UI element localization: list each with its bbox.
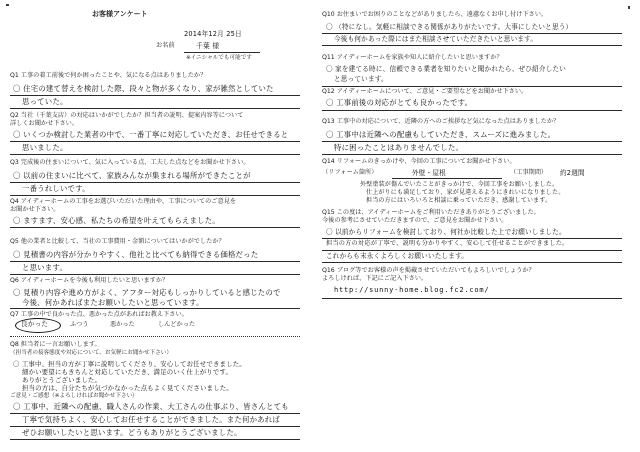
q8-answer: 担当の方は、自分たちが気づかなかった点もよく見てくださいました。 xyxy=(22,384,233,392)
q3-answer: 一番うれしいです。 xyxy=(22,184,90,193)
q15-answer: これからも末永くよろしくお願いいたします。 xyxy=(326,252,469,260)
q2-question: Q2 当社（千葉支店）の対応はいかがでしたか？担当者の説明、提案内容等について xyxy=(10,112,244,119)
q15-answer: 担当の方の対応が丁寧で、説明も分かりやすく、安心して任せることができました。 xyxy=(326,240,569,247)
q10-question: Q10 お住まいでお困りのことなどがありましたら、遠慮なくお申し付け下さい。 xyxy=(322,11,548,18)
q14-question: Q14 リフォームのきっかけや、今回の工事についてお聞かせ下さい。 xyxy=(322,158,516,165)
answer-line xyxy=(322,141,622,142)
q3-question: Q3 完成後の住まいについて、気に入っている点、工夫した点などをお聞かせ下さい。 xyxy=(10,159,250,166)
answer-line xyxy=(10,413,300,414)
q5-answer: と思います。 xyxy=(22,263,67,272)
answer-line xyxy=(10,439,300,440)
q2-answer: 思いました。 xyxy=(22,143,68,152)
q7-choice-selected: 良かった xyxy=(21,320,49,328)
answer-line xyxy=(10,154,300,155)
blog-url: http://sunny-home.blog.fc2.com/ xyxy=(334,286,490,294)
answer-line xyxy=(322,250,622,251)
q1-answer: 思っていた。 xyxy=(22,97,68,106)
q3-answer: 〇 以前の住まいに比べて、家族みんなが集まれる場所ができたことが xyxy=(13,171,251,180)
section-divider xyxy=(10,336,300,337)
name-note: ※イニシャルでも可能です xyxy=(186,55,252,61)
q10-answer: 今後も何かあった際にはまた相談させていただきたいと思います。 xyxy=(334,35,538,43)
survey-title: お客様アンケート xyxy=(92,10,148,18)
answer-line xyxy=(322,33,622,34)
q7-choice: ふつう xyxy=(70,321,89,328)
q7-question: Q7 工事の中で良かった点、悪かった点があればお教え下さい。 xyxy=(10,311,188,318)
q13-answer: 特に困ったことはありませんでした。 xyxy=(334,143,464,152)
answer-line xyxy=(322,262,622,263)
q8-answer: ありがとうございました。 xyxy=(22,376,102,384)
answer-line xyxy=(322,45,622,46)
q7-choice: 悪かった xyxy=(110,321,135,328)
q8-answer: 細かい要望にもきちんと対応していただき、満足のいく仕上がりです。 xyxy=(22,368,233,376)
q14-label: （工事期間） xyxy=(510,169,548,176)
q4-question: Q4 アイディーホームの工事をお選びいただいた理由や、工事についてのご意見を xyxy=(10,198,237,205)
name-value: 千葉 様 xyxy=(196,42,220,50)
q10-answer: 〇 （特になし。気軽に相談できる関係がありがたいです。大事にしたいと思う） xyxy=(326,23,573,31)
q14-answer: 仕上がりにも満足しており、家が見違えるようにきれいになりました。 xyxy=(366,189,565,196)
answer-line xyxy=(322,298,622,299)
q9-answer: 丁寧で気持ちよく、安心してお任せすることができました。また何かあれば xyxy=(22,415,280,424)
q9-question: ご意見・ご感想（※よろしければお聞かせ下さい） xyxy=(10,393,138,399)
q1-question: Q1 工事の着工前後で何か困ったことや、気になる点はありましたか？ xyxy=(10,72,207,79)
q15-question: Q15 この度は、アイディーホームをご利用いただきありがとうございました。 xyxy=(322,209,540,216)
q6-question: Q6 アイディーホームを今後も利用したいと思いますか？ xyxy=(10,277,169,284)
answer-line xyxy=(10,261,300,262)
answer-line xyxy=(10,274,300,275)
name-label: お名前 xyxy=(156,42,175,49)
answer-line xyxy=(10,227,300,228)
name-underline xyxy=(184,52,260,53)
survey-date: 2014年12月 25日 xyxy=(184,30,242,38)
answer-line xyxy=(322,86,622,87)
q14-value: 約2週間 xyxy=(560,169,585,177)
q13-question: Q13 工事中の対応について、近隣の方へのご挨拶など気になった点はありましたか？ xyxy=(322,118,560,125)
q4-answer: 〇 ますます、安心感、私たちの希望を叶えてもらえました。 xyxy=(13,216,220,225)
answer-line xyxy=(10,95,300,96)
q9-answer: ぜひお願いしたいと思います。どうもありがとうございました。 xyxy=(22,428,242,437)
q14-value: 外壁・屋根 xyxy=(412,169,446,177)
q11-question: Q11 アイディーホームを家族や知人に紹介したいと思いますか？ xyxy=(322,54,503,61)
answer-line xyxy=(322,238,622,239)
q8-question: Q8 担当者に一言お願いします。 xyxy=(10,341,101,348)
q16-question: よろしければ、下記にご記入下さい。 xyxy=(322,275,428,282)
answer-line xyxy=(10,182,300,183)
answer-line xyxy=(10,308,300,309)
q15-question: 今後の参考にさせていただきますので、ご意見をお聞かせ下さい。 xyxy=(322,217,508,224)
q7-choice: しんどかった xyxy=(158,321,196,328)
q2-answer: 〇 いくつか検討した業者の中で、一番丁寧に対応していただき、お任せできると xyxy=(13,130,289,139)
q14-answer: 外壁塗装が傷んでいたことがきっかけで、今回工事をお願いしました。 xyxy=(360,181,559,188)
q12-question: Q12 アイディーホームについて、ご意見・ご要望などをお聞かせ下さい。 xyxy=(322,88,528,95)
q11-answer: 〇 家を建てる時に、信頼できる業者を知りたいと聞かれたら、ぜひ紹介したい xyxy=(326,65,567,73)
answer-line xyxy=(10,426,300,427)
q11-answer: と思っています。 xyxy=(334,75,388,83)
scan-mark xyxy=(6,4,9,6)
answer-line xyxy=(322,154,622,155)
q15-answer: 〇 以前からリフォームを検討しており、何社か比較した上でお願いしました。 xyxy=(326,228,566,236)
q16-question: Q16 ブログ等でお客様の声を掲載させていただいてもよろしいでしょうか？ xyxy=(322,267,535,274)
q4-question: お聞かせ下さい。 xyxy=(10,206,60,213)
scan-mark xyxy=(628,6,630,9)
q9-answer: 〇 工事中、近隣への配慮、職人さんの作業、大工さんの仕事ぶり、皆さんとても xyxy=(13,402,289,411)
answer-line xyxy=(10,141,300,142)
q12-answer: 〇 工事前後の対応がとても良かったです。 xyxy=(326,98,473,107)
q5-question: Q5 他の業者と比較して、当社の工事費用・金額についてはいかがでしたか？ xyxy=(10,238,225,245)
q1-answer: 〇 住宅の建て替えを検討した際、段々と物が多くなり、家が雑然としていた xyxy=(13,84,274,93)
q8-answer: 〇 工事中、担当の方が丁寧に説明してくださり、安心してお任せできました。 xyxy=(13,360,246,368)
q6-answer: 〇 見積り内容や進め方がよく、アフター対応もしっかりしていると感じたので xyxy=(13,288,281,297)
answer-line xyxy=(10,108,300,109)
q14-answer: 担当の方にはいろいろと相談に乗っていただき、感謝しています。 xyxy=(366,197,552,204)
q14-label: （リフォーム箇所） xyxy=(322,169,378,176)
q6-answer: 今後、何かあればまたお願いしたいと思っています。 xyxy=(22,298,204,307)
q2-question: 詳しくお聞かせ下さい。 xyxy=(10,120,79,127)
answer-line xyxy=(392,178,502,179)
answer-line xyxy=(10,195,300,196)
q5-answer: 〇 見積書の内容が分かりやすく、他社と比べても納得できる価格だった xyxy=(13,250,259,259)
answer-line xyxy=(322,110,622,111)
q13-answer: 〇 工事中は近隣への配慮もしていただき、スムーズに進みました。 xyxy=(326,130,556,139)
q8-sub: （担当者の接客態度や対応について、お気軽にお聞かせ下さい） xyxy=(10,350,172,356)
